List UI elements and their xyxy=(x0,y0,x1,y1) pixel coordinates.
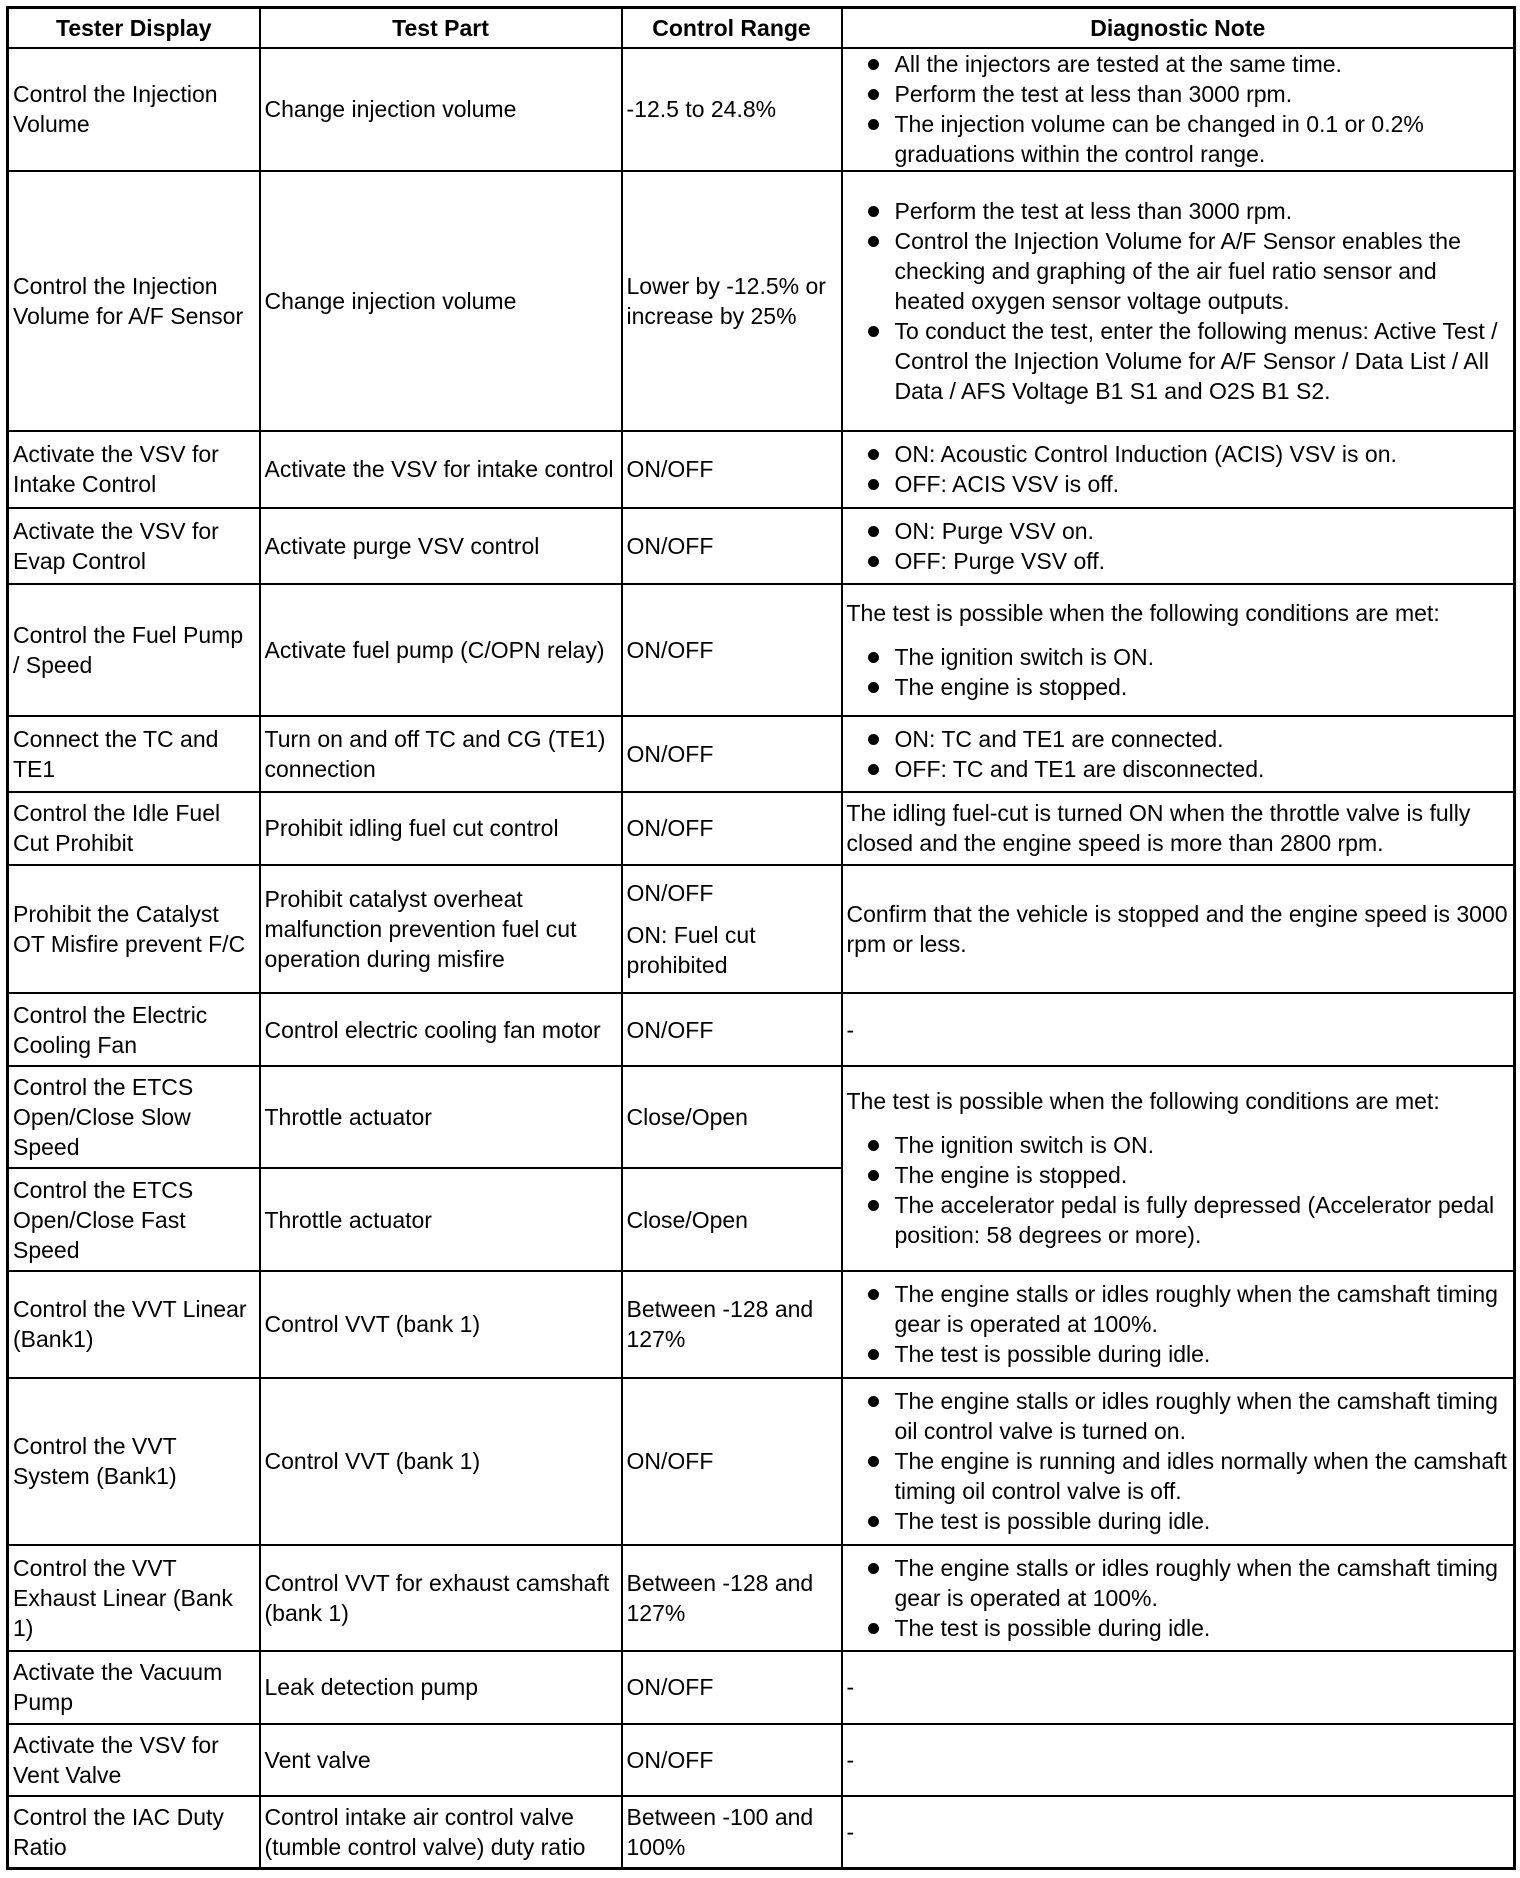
diagnostic-note-cell: The idling fuel-cut is turned ON when the throttle valve is fully closed and the engine speed is more than 2800 rpm. xyxy=(842,792,1515,864)
diagnostic-note-cell: Confirm that the vehicle is stopped and the engine speed is 3000 rpm or less. xyxy=(842,865,1515,994)
tester-display-cell: Control the Electric Cooling Fan xyxy=(8,993,260,1065)
test-part-cell: Vent valve xyxy=(260,1724,622,1796)
control-range-cell: Close/Open xyxy=(622,1168,842,1271)
diagnostic-note-cell xyxy=(842,1271,1515,1378)
note-item: The test is possible during idle. xyxy=(847,1339,1510,1369)
note-list xyxy=(847,1386,1510,1536)
diagnostic-note-cell: - xyxy=(842,1724,1515,1796)
tester-display-cell: Prohibit the Catalyst OT Misfire prevent F/C xyxy=(8,865,260,994)
note-item: OFF: ACIS VSV is off. xyxy=(847,469,1510,499)
note-item: ON: Acoustic Control Induction (ACIS) VSV is on. xyxy=(847,439,1510,469)
note-list xyxy=(847,1130,1510,1250)
control-range-cell: Lower by -12.5% or increase by 25% xyxy=(622,171,842,432)
control-range-cell: Close/Open xyxy=(622,1066,842,1169)
control-range-cell: ON/OFF xyxy=(622,584,842,716)
test-part-cell: Activate the VSV for intake control xyxy=(260,431,622,507)
control-range-cell: ON/OFF xyxy=(622,431,842,507)
test-part-cell: Control VVT (bank 1) xyxy=(260,1271,622,1378)
header-control-range: Control Range xyxy=(622,8,842,49)
table-row xyxy=(8,1066,1515,1169)
control-range-cell: ON/OFF xyxy=(622,1724,842,1796)
test-part-cell: Throttle actuator xyxy=(260,1168,622,1271)
note-item: The ignition switch is ON. xyxy=(847,642,1510,672)
table-row xyxy=(8,171,1515,432)
note-intro: The test is possible when the following conditions are met: xyxy=(846,1088,1440,1115)
test-part-cell: Prohibit catalyst overheat malfunction prevention fuel cut operation during misfire xyxy=(260,865,622,994)
note-item: The engine stalls or idles roughly when the camshaft timing gear is operated at 100%. xyxy=(847,1279,1510,1339)
table-row xyxy=(8,48,1515,171)
tester-display-cell: Control the VVT System (Bank1) xyxy=(8,1378,260,1545)
table-row xyxy=(8,584,1515,716)
table-row xyxy=(8,792,1515,864)
tester-display-cell: Activate the VSV for Vent Valve xyxy=(8,1724,260,1796)
test-part-cell: Activate purge VSV control xyxy=(260,508,622,584)
test-part-cell: Change injection volume xyxy=(260,48,622,171)
note-item: OFF: TC and TE1 are disconnected. xyxy=(847,754,1510,784)
test-part-cell: Turn on and off TC and CG (TE1) connection xyxy=(260,716,622,792)
note-item: The engine stalls or idles roughly when the camshaft timing oil control valve is turned on. xyxy=(847,1386,1510,1446)
note-list xyxy=(847,724,1510,784)
tester-display-cell: Control the Injection Volume xyxy=(8,48,260,171)
tester-display-cell: Control the ETCS Open/Close Slow Speed xyxy=(8,1066,260,1169)
diagnostic-note-cell xyxy=(842,1545,1515,1652)
table-row xyxy=(8,1271,1515,1378)
note-list xyxy=(847,516,1510,576)
tester-display-cell: Activate the VSV for Intake Control xyxy=(8,431,260,507)
test-part-cell: Activate fuel pump (C/OPN relay) xyxy=(260,584,622,716)
control-range-cell: Between -128 and 127% xyxy=(622,1545,842,1652)
header-diagnostic-note: Diagnostic Note xyxy=(842,8,1515,49)
table-row xyxy=(8,716,1515,792)
active-test-table xyxy=(6,6,1516,1870)
note-item: Perform the test at less than 3000 rpm. xyxy=(847,196,1510,226)
note-item: Control the Injection Volume for A/F Sensor enables the checking and graphing of the air fuel ratio sensor and heated oxygen sensor voltage outputs. xyxy=(847,226,1510,316)
test-part-cell: Control VVT (bank 1) xyxy=(260,1378,622,1545)
header-row xyxy=(8,8,1515,49)
note-list xyxy=(847,439,1510,499)
note-item: The engine is stopped. xyxy=(847,1160,1510,1190)
diagnostic-note-cell xyxy=(842,48,1515,171)
control-range-cell: ON/OFF xyxy=(622,1378,842,1545)
tester-display-cell: Activate the Vacuum Pump xyxy=(8,1651,260,1723)
tester-display-cell: Control the Idle Fuel Cut Prohibit xyxy=(8,792,260,864)
test-part-cell: Control VVT for exhaust camshaft (bank 1) xyxy=(260,1545,622,1652)
table-row xyxy=(8,431,1515,507)
control-range-cell xyxy=(622,865,842,994)
diagnostic-note-cell: - xyxy=(842,993,1515,1065)
diagnostic-note-cell xyxy=(842,716,1515,792)
note-item: The injection volume can be changed in 0.1 or 0.2% graduations within the control range. xyxy=(847,109,1510,169)
test-part-cell: Leak detection pump xyxy=(260,1651,622,1723)
table-row xyxy=(8,1651,1515,1723)
note-item: All the injectors are tested at the same time. xyxy=(847,49,1510,79)
table-row xyxy=(8,1378,1515,1545)
note-item: The test is possible during idle. xyxy=(847,1613,1510,1643)
control-range-cell: ON/OFF xyxy=(622,508,842,584)
note-intro: The test is possible when the following conditions are met: xyxy=(846,599,1440,626)
test-part-cell: Control electric cooling fan motor xyxy=(260,993,622,1065)
table-row xyxy=(8,865,1515,994)
header-tester-display: Tester Display xyxy=(8,8,260,49)
control-range-cell: Between -100 and 100% xyxy=(622,1796,842,1869)
note-item: ON: Purge VSV on. xyxy=(847,516,1510,546)
table-row xyxy=(8,1724,1515,1796)
note-item: To conduct the test, enter the following menus: Active Test / Control the Injection Volume for A/F Sensor / Data List / All Data / AFS Voltage B1 S1 and O2S B1 S2. xyxy=(847,316,1510,406)
note-list xyxy=(847,1553,1510,1643)
table-row xyxy=(8,1545,1515,1652)
note-item: The ignition switch is ON. xyxy=(847,1130,1510,1160)
control-range-cell: ON/OFF xyxy=(622,1651,842,1723)
note-list xyxy=(847,49,1510,169)
tester-display-cell: Control the Fuel Pump / Speed xyxy=(8,584,260,716)
test-part-cell: Prohibit idling fuel cut control xyxy=(260,792,622,864)
control-range-line: ON/OFF xyxy=(626,880,714,907)
note-item: The test is possible during idle. xyxy=(847,1506,1510,1536)
control-range-cell: -12.5 to 24.8% xyxy=(622,48,842,171)
diagnostic-note-cell: - xyxy=(842,1796,1515,1869)
control-range-cell: ON/OFF xyxy=(622,993,842,1065)
test-part-cell: Change injection volume xyxy=(260,171,622,432)
diagnostic-note-cell: - xyxy=(842,1651,1515,1723)
tester-display-cell: Control the ETCS Open/Close Fast Speed xyxy=(8,1168,260,1271)
diagnostic-note-cell xyxy=(842,171,1515,432)
note-list xyxy=(847,1279,1510,1369)
diagnostic-note-cell xyxy=(842,431,1515,507)
header-test-part: Test Part xyxy=(260,8,622,49)
note-item: The engine is stopped. xyxy=(847,672,1510,702)
table-row xyxy=(8,508,1515,584)
test-part-cell: Control intake air control valve (tumble control valve) duty ratio xyxy=(260,1796,622,1869)
control-range-cell: ON/OFF xyxy=(622,716,842,792)
note-item: The engine stalls or idles roughly when the camshaft timing gear is operated at 100%. xyxy=(847,1553,1510,1613)
tester-display-cell: Connect the TC and TE1 xyxy=(8,716,260,792)
note-item: ON: TC and TE1 are connected. xyxy=(847,724,1510,754)
control-range-cell: Between -128 and 127% xyxy=(622,1271,842,1378)
tester-display-cell: Control the Injection Volume for A/F Sensor xyxy=(8,171,260,432)
note-item: The accelerator pedal is fully depressed (Accelerator pedal position: 58 degrees or more). xyxy=(847,1190,1510,1250)
table-row xyxy=(8,1796,1515,1869)
test-part-cell: Throttle actuator xyxy=(260,1066,622,1169)
note-item: The engine is running and idles normally when the camshaft timing oil control valve is off. xyxy=(847,1446,1510,1506)
control-range-cell: ON/OFF xyxy=(622,792,842,864)
note-list xyxy=(847,196,1510,406)
control-range-line: ON: Fuel cut prohibited xyxy=(626,922,756,979)
note-item: OFF: Purge VSV off. xyxy=(847,546,1510,576)
tester-display-cell: Activate the VSV for Evap Control xyxy=(8,508,260,584)
table-row xyxy=(8,993,1515,1065)
note-item: Perform the test at less than 3000 rpm. xyxy=(847,79,1510,109)
diagnostic-note-cell xyxy=(842,1378,1515,1545)
tester-display-cell: Control the IAC Duty Ratio xyxy=(8,1796,260,1869)
note-list xyxy=(847,642,1510,702)
diagnostic-note-cell xyxy=(842,1066,1515,1271)
tester-display-cell: Control the VVT Linear (Bank1) xyxy=(8,1271,260,1378)
diagnostic-note-cell xyxy=(842,584,1515,716)
diagnostic-note-cell xyxy=(842,508,1515,584)
tester-display-cell: Control the VVT Exhaust Linear (Bank 1) xyxy=(8,1545,260,1652)
